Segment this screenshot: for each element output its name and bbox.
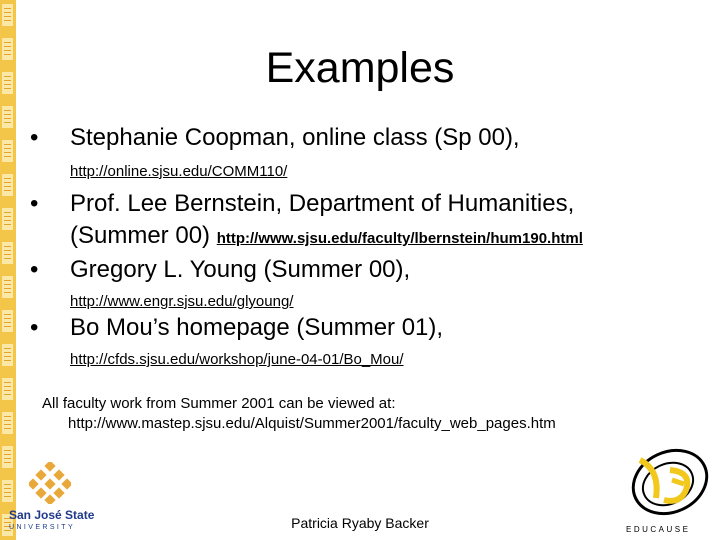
strip-tile — [2, 344, 13, 366]
bullet-link[interactable]: http://online.sjsu.edu/COMM110/ — [70, 163, 288, 180]
summary-note — [42, 394, 556, 434]
strip-tile — [2, 276, 13, 298]
strip-tile — [2, 378, 13, 400]
bullet-marker: • — [30, 124, 39, 151]
strip-tile — [2, 140, 13, 162]
sjsu-emblem-icon — [29, 462, 71, 504]
sjsu-wordmark: San José State — [9, 508, 95, 522]
note-url[interactable]: http://www.mastep.sjsu.edu/Alquist/Summer2001/faculty_web_pages.htm — [68, 415, 556, 432]
slide-title: Examples — [265, 44, 455, 92]
bullet-text: Gregory L. Young (Summer 00), — [70, 256, 411, 283]
bullet-marker: • — [30, 256, 39, 283]
strip-tile — [2, 4, 13, 26]
strip-tile — [2, 310, 13, 332]
strip-tile — [2, 412, 13, 434]
bullet-text: Prof. Lee Bernstein, Department of Humanities, — [70, 190, 575, 217]
bullet-marker: • — [30, 314, 39, 341]
slide-footer: Patricia Ryaby Backer — [291, 515, 429, 531]
strip-tile — [2, 174, 13, 196]
bullet-text: Stephanie Coopman, online class (Sp 00), — [70, 124, 520, 151]
bullet-text-part: (Summer 00) — [70, 222, 211, 249]
educause-wordmark: EDUCAUSE — [626, 525, 691, 534]
bullet-marker: • — [30, 190, 39, 217]
note-text: All faculty work from Summer 2001 can be viewed at: — [42, 395, 396, 412]
bullet-link[interactable]: http://www.sjsu.edu/faculty/lbernstein/hum190.html — [216, 230, 583, 247]
bullet-text-continued — [70, 222, 583, 253]
bullet-text: Bo Mou’s homepage (Summer 01), — [70, 314, 444, 341]
bullet-link[interactable]: http://cfds.sjsu.edu/workshop/june-04-01/Bo_Mou/ — [70, 351, 404, 368]
sjsu-subtitle: UNIVERSITY — [9, 524, 76, 531]
strip-tile — [2, 208, 13, 230]
strip-tile — [2, 106, 13, 128]
educause-swirl-icon — [620, 440, 716, 524]
strip-tile — [2, 242, 13, 264]
bullet-link[interactable]: http://www.engr.sjsu.edu/glyoung/ — [70, 293, 294, 310]
